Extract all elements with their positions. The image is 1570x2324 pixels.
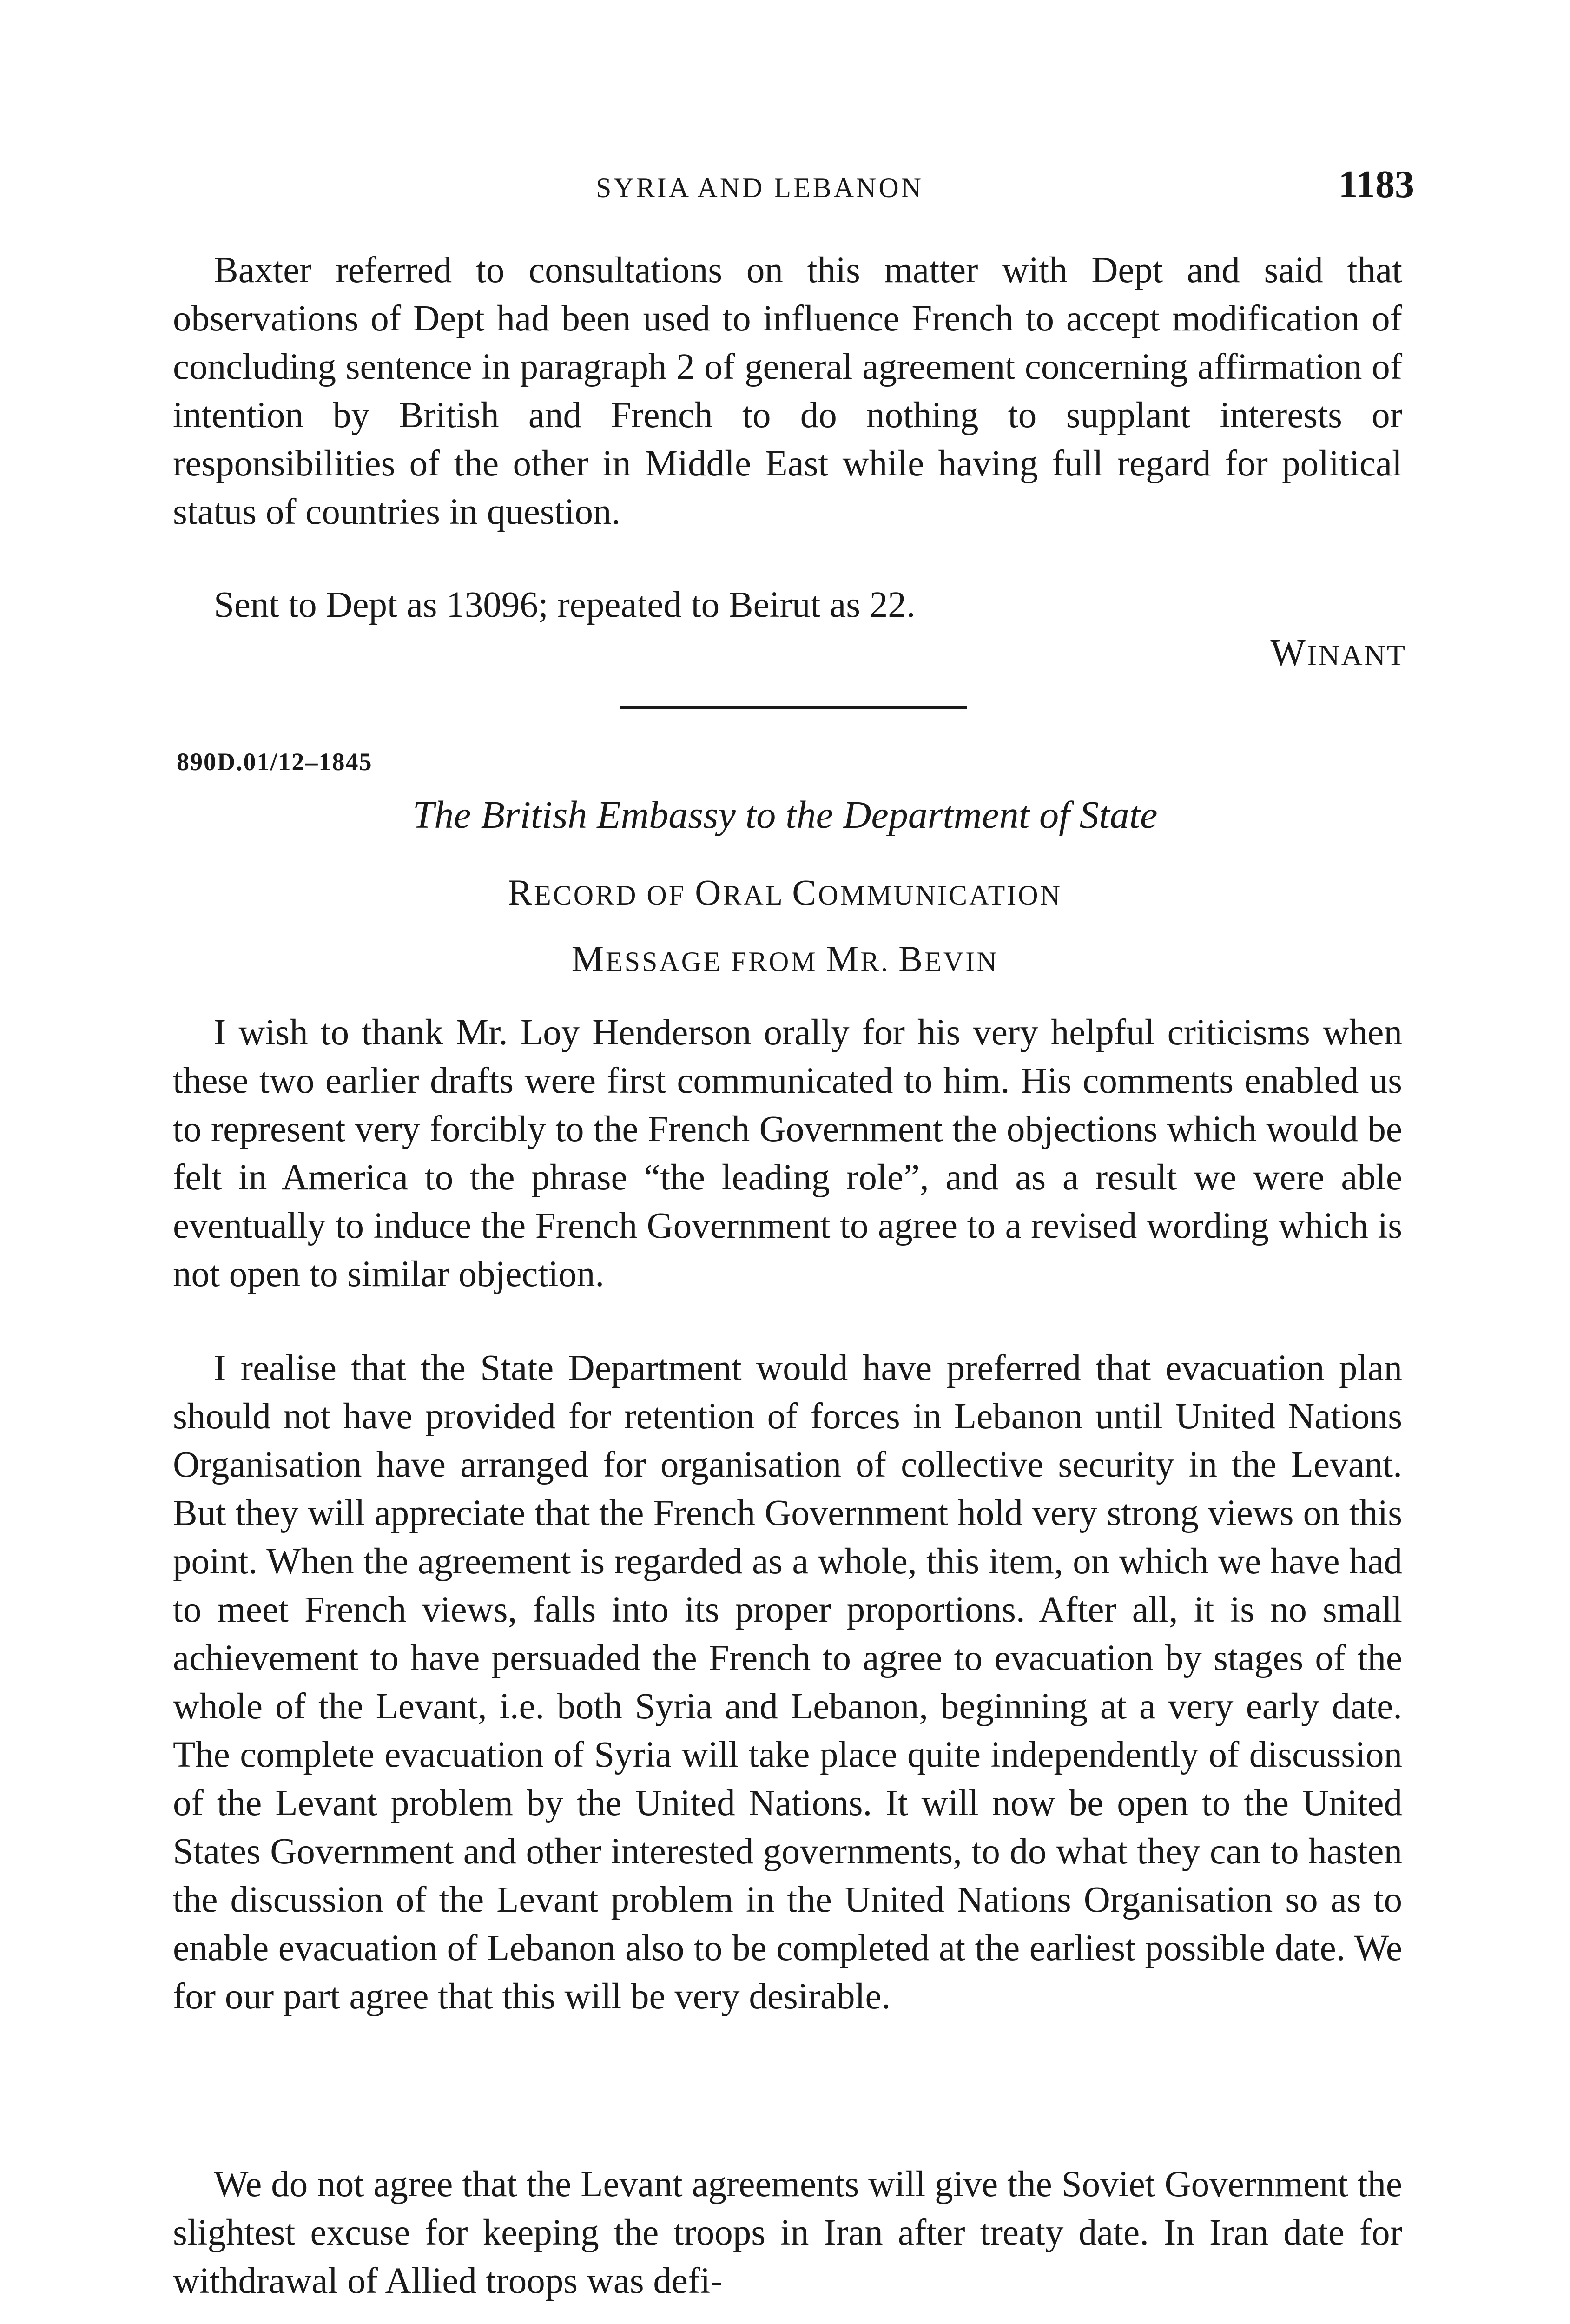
file-number: 890D.01/12–1845 xyxy=(177,748,373,776)
document-subtitle: RECORD OF ORAL COMMUNICATION xyxy=(508,872,1062,912)
running-header: SYRIA AND LEBANON xyxy=(596,172,924,203)
telegram-paragraph: Baxter referred to consultations on this matter with Dept and said that observations of Dept had been used to influence French to accept modification of concluding sentence in paragraph 2 of general agreement concerning affirmation of intention by British and French to do nothing to supplant interests or responsibilities of the other in Middle East while having full regard for political status of countries in question. xyxy=(173,250,1402,532)
signature-rest: INANT xyxy=(1306,639,1406,672)
section-divider xyxy=(620,706,967,709)
signature-initial: W xyxy=(1270,633,1307,673)
message-paragraph: I realise that the State Department would have preferred that evacuation plan should not have provided for retention of forces in Lebanon until United Nations Organisation have arranged for organisation of collective security in the Levant. But they will appreciate that the French Government hold very strong views on this point. When the agreement is regarded as a whole, this item, on which we have had to meet French views, falls into its proper proportions. After all, it is no small achievement to have persuaded the French to agree to evacuation by stages of the whole of the Levant, i.e. both Syria and Lebanon, beginning at a very early date. The complete evacuation of Syria will take place quite independently of discussion of the Levant problem by the United Nations. It will now be open to the United States Government and other interested governments, to do what they can to hasten the discussion of the Levant problem in the United Nations Organisation so as to enable evacuation of Lebanon also to be completed at the earliest possible date. We for our part agree that this will be very desirable. xyxy=(173,1348,1402,2017)
document-title: The British Embassy to the Department of State xyxy=(412,793,1158,837)
message-paragraph: I wish to thank Mr. Loy Henderson orally for his very helpful criticisms when these two earlier drafts were first communicated to him. His comments enabled us to represent very forcibly to the French Government the objections which would be felt in America to the phrase “the leading role”, and as a result we were able eventually to induce the French Government to agree to a revised wording which is not open to similar objection. xyxy=(173,1012,1402,1294)
telegram-routing-note: Sent to Dept as 13096; repeated to Beirut as 22. xyxy=(214,585,916,625)
message-paragraph: We do not agree that the Levant agreements will give the Soviet Government the slightest excuse for keeping the troops in Iran after treaty date. In Iran date for withdrawal of Allied troops was defi- xyxy=(173,2164,1402,2301)
message-heading: MESSAGE FROM MR. BEVIN xyxy=(571,938,999,979)
signature xyxy=(1270,632,1406,674)
page-number: 1183 xyxy=(1338,163,1414,206)
